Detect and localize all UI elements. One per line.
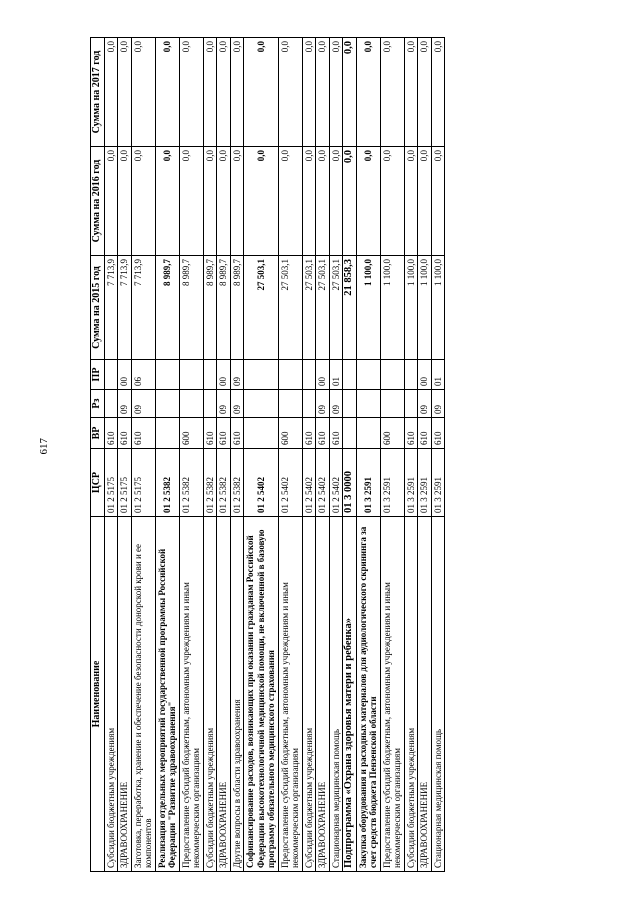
cell-sum-2016: 0,0 bbox=[356, 147, 380, 256]
cell-sum-2016: 0,0 bbox=[244, 147, 279, 256]
cell-sum-2017: 0,0 bbox=[380, 38, 404, 147]
cell-rz: 09 bbox=[418, 390, 432, 418]
cell-csr: 01 2 5175 bbox=[104, 449, 118, 517]
cell-sum-2016: 0,0 bbox=[431, 147, 445, 256]
cell-sum-2017: 0,0 bbox=[418, 38, 432, 147]
table-row bbox=[118, 38, 132, 872]
cell-sum-2015: 7 713,9 bbox=[118, 256, 132, 360]
cell-csr: 01 3 2591 bbox=[404, 449, 418, 517]
cell-sum-2017: 0,0 bbox=[316, 38, 330, 147]
cell-pr bbox=[179, 360, 203, 390]
cell-csr: 01 2 5402 bbox=[244, 449, 279, 517]
cell-vr: 610 bbox=[131, 418, 155, 449]
header-rz: Рз bbox=[91, 390, 105, 418]
cell-sum-2015: 21 858,3 bbox=[343, 256, 357, 360]
cell-csr: 01 2 5175 bbox=[131, 449, 155, 517]
cell-vr: 610 bbox=[230, 418, 244, 449]
cell-vr bbox=[356, 418, 380, 449]
table-row bbox=[380, 38, 404, 872]
cell-rz bbox=[179, 390, 203, 418]
cell-rz bbox=[380, 390, 404, 418]
cell-sum-2016: 0,0 bbox=[316, 147, 330, 256]
cell-vr bbox=[155, 418, 179, 449]
cell-sum-2016: 0,0 bbox=[418, 147, 432, 256]
cell-sum-2015: 8 989,7 bbox=[179, 256, 203, 360]
cell-sum-2015: 8 989,7 bbox=[217, 256, 231, 360]
cell-sum-2017: 0,0 bbox=[104, 38, 118, 147]
cell-sum-2015: 8 989,7 bbox=[230, 256, 244, 360]
cell-pr bbox=[155, 360, 179, 390]
cell-pr bbox=[302, 360, 316, 390]
cell-sum-2015: 1 100,0 bbox=[404, 256, 418, 360]
cell-vr: 610 bbox=[104, 418, 118, 449]
cell-sum-2017: 0,0 bbox=[356, 38, 380, 147]
cell-sum-2017: 0,0 bbox=[155, 38, 179, 147]
header-2017: Сумма на 2017 год bbox=[91, 38, 105, 147]
cell-vr: 600 bbox=[278, 418, 302, 449]
cell-pr bbox=[278, 360, 302, 390]
cell-sum-2016: 0,0 bbox=[203, 147, 217, 256]
table-row bbox=[131, 38, 155, 872]
cell-pr bbox=[356, 360, 380, 390]
cell-pr: 00 bbox=[316, 360, 330, 390]
cell-name: ЗДРАВООХРАНЕНИЕ bbox=[118, 517, 132, 872]
cell-pr: 01 bbox=[329, 360, 343, 390]
cell-vr: 610 bbox=[404, 418, 418, 449]
cell-csr: 01 3 0000 bbox=[343, 449, 357, 517]
cell-name: ЗДРАВООХРАНЕНИЕ bbox=[316, 517, 330, 872]
cell-pr bbox=[380, 360, 404, 390]
cell-csr: 01 2 5382 bbox=[155, 449, 179, 517]
table-row bbox=[343, 38, 357, 872]
cell-rz bbox=[404, 390, 418, 418]
cell-rz: 09 bbox=[118, 390, 132, 418]
rotated-table-container bbox=[90, 38, 564, 872]
cell-sum-2015: 27 503,1 bbox=[316, 256, 330, 360]
cell-pr: 00 bbox=[118, 360, 132, 390]
cell-pr bbox=[404, 360, 418, 390]
cell-sum-2016: 0,0 bbox=[329, 147, 343, 256]
cell-pr: 06 bbox=[131, 360, 155, 390]
cell-rz: 09 bbox=[316, 390, 330, 418]
cell-name: Субсидии бюджетным учреждениям bbox=[203, 517, 217, 872]
cell-csr: 01 2 5382 bbox=[179, 449, 203, 517]
header-pr: ПР bbox=[91, 360, 105, 390]
table-row bbox=[418, 38, 432, 872]
cell-name: Стационарная медицинская помощь bbox=[329, 517, 343, 872]
cell-pr bbox=[343, 360, 357, 390]
cell-name: Закупка оборудования и расходных материалов для аудиологического скрининга за счет средств бюджета Пензенской области bbox=[356, 517, 380, 872]
cell-sum-2015: 1 100,0 bbox=[356, 256, 380, 360]
cell-sum-2017: 0,0 bbox=[203, 38, 217, 147]
cell-sum-2015: 1 100,0 bbox=[380, 256, 404, 360]
cell-sum-2015: 1 100,0 bbox=[431, 256, 445, 360]
header-2015: Сумма на 2015 год bbox=[91, 256, 105, 360]
cell-name: Подпрограмма «Охрана здоровья матери и ребенка» bbox=[343, 517, 357, 872]
cell-name: Реализация отдельных мероприятий государственной программы Российской Федерации "Развитие здравоохранения" bbox=[155, 517, 179, 872]
cell-vr: 610 bbox=[329, 418, 343, 449]
cell-name: ЗДРАВООХРАНЕНИЕ bbox=[217, 517, 231, 872]
cell-sum-2015: 27 503,1 bbox=[244, 256, 279, 360]
cell-sum-2015: 27 503,1 bbox=[278, 256, 302, 360]
cell-csr: 01 3 2591 bbox=[418, 449, 432, 517]
cell-csr: 01 2 5175 bbox=[118, 449, 132, 517]
cell-sum-2017: 0,0 bbox=[244, 38, 279, 147]
cell-vr bbox=[244, 418, 279, 449]
cell-name: Предоставление субсидий бюджетным, автономным учреждениям и иным некоммерческим организациям bbox=[179, 517, 203, 872]
cell-rz: 09 bbox=[217, 390, 231, 418]
cell-pr: 00 bbox=[418, 360, 432, 390]
cell-rz bbox=[203, 390, 217, 418]
cell-sum-2015: 7 713,9 bbox=[104, 256, 118, 360]
table-row bbox=[404, 38, 418, 872]
cell-rz bbox=[244, 390, 279, 418]
table-row bbox=[431, 38, 445, 872]
cell-csr: 01 3 2591 bbox=[431, 449, 445, 517]
cell-name: Софинансирование расходов, возникающих при оказании гражданам Российской Федерации высокотехнологичной медицинской помощи, не включенной в базовую программу обязательного медицинского страхования bbox=[244, 517, 279, 872]
cell-pr bbox=[104, 360, 118, 390]
cell-sum-2016: 0,0 bbox=[118, 147, 132, 256]
cell-rz bbox=[104, 390, 118, 418]
cell-vr: 610 bbox=[418, 418, 432, 449]
cell-csr: 01 3 2591 bbox=[380, 449, 404, 517]
cell-name: Заготовка, переработка, хранение и обеспечение безопасности донорской крови и ее компонентов bbox=[131, 517, 155, 872]
table-body bbox=[104, 38, 445, 872]
cell-sum-2016: 0,0 bbox=[278, 147, 302, 256]
cell-name: Субсидии бюджетным учреждениям bbox=[302, 517, 316, 872]
cell-vr: 610 bbox=[118, 418, 132, 449]
cell-name: ЗДРАВООХРАНЕНИЕ bbox=[418, 517, 432, 872]
cell-rz bbox=[343, 390, 357, 418]
cell-sum-2017: 0,0 bbox=[118, 38, 132, 147]
cell-pr: 09 bbox=[230, 360, 244, 390]
cell-sum-2017: 0,0 bbox=[404, 38, 418, 147]
cell-pr: 01 bbox=[431, 360, 445, 390]
cell-sum-2017: 0,0 bbox=[329, 38, 343, 147]
cell-rz: 09 bbox=[131, 390, 155, 418]
table-header-row bbox=[91, 38, 105, 872]
cell-sum-2016: 0,0 bbox=[404, 147, 418, 256]
cell-sum-2016: 0,0 bbox=[179, 147, 203, 256]
cell-sum-2016: 0,0 bbox=[302, 147, 316, 256]
cell-sum-2017: 0,0 bbox=[230, 38, 244, 147]
cell-csr: 01 2 5402 bbox=[329, 449, 343, 517]
budget-table bbox=[90, 37, 445, 872]
cell-name: Стационарная медицинская помощь bbox=[431, 517, 445, 872]
cell-sum-2017: 0,0 bbox=[278, 38, 302, 147]
cell-sum-2016: 0,0 bbox=[230, 147, 244, 256]
table-row bbox=[179, 38, 203, 872]
table-row bbox=[329, 38, 343, 872]
cell-sum-2016: 0,0 bbox=[380, 147, 404, 256]
cell-pr: 00 bbox=[217, 360, 231, 390]
cell-rz bbox=[356, 390, 380, 418]
cell-sum-2016: 0,0 bbox=[131, 147, 155, 256]
cell-csr: 01 2 5402 bbox=[302, 449, 316, 517]
page-number: 617 bbox=[38, 438, 50, 455]
cell-name: Предоставление субсидий бюджетным, автономным учреждениям и иным некоммерческим организациям bbox=[380, 517, 404, 872]
cell-vr: 610 bbox=[431, 418, 445, 449]
table-row bbox=[244, 38, 279, 872]
cell-name: Субсидии бюджетным учреждениям bbox=[104, 517, 118, 872]
cell-vr: 600 bbox=[179, 418, 203, 449]
cell-csr: 01 2 5402 bbox=[278, 449, 302, 517]
cell-sum-2016: 0,0 bbox=[343, 147, 357, 256]
header-2016: Сумма на 2016 год bbox=[91, 147, 105, 256]
cell-sum-2015: 7 713,9 bbox=[131, 256, 155, 360]
cell-pr bbox=[203, 360, 217, 390]
header-name: Наименование bbox=[91, 517, 105, 872]
cell-csr: 01 2 5382 bbox=[203, 449, 217, 517]
cell-csr: 01 2 5402 bbox=[316, 449, 330, 517]
cell-rz: 09 bbox=[230, 390, 244, 418]
cell-rz bbox=[278, 390, 302, 418]
header-csr: ЦСР bbox=[91, 449, 105, 517]
cell-rz: 09 bbox=[329, 390, 343, 418]
cell-sum-2017: 0,0 bbox=[217, 38, 231, 147]
table-row bbox=[278, 38, 302, 872]
cell-sum-2015: 27 503,1 bbox=[329, 256, 343, 360]
cell-rz bbox=[155, 390, 179, 418]
cell-sum-2017: 0,0 bbox=[302, 38, 316, 147]
cell-name: Субсидии бюджетным учреждениям bbox=[404, 517, 418, 872]
table-row bbox=[316, 38, 330, 872]
cell-vr: 610 bbox=[302, 418, 316, 449]
cell-name: Предоставление субсидий бюджетным, автономным учреждениям и иным некоммерческим организациям bbox=[278, 517, 302, 872]
table-row bbox=[230, 38, 244, 872]
cell-rz: 09 bbox=[431, 390, 445, 418]
cell-pr bbox=[244, 360, 279, 390]
table-row bbox=[217, 38, 231, 872]
cell-vr: 610 bbox=[217, 418, 231, 449]
cell-sum-2017: 0,0 bbox=[131, 38, 155, 147]
table-row bbox=[302, 38, 316, 872]
table-row bbox=[203, 38, 217, 872]
cell-sum-2015: 1 100,0 bbox=[418, 256, 432, 360]
cell-sum-2015: 8 989,7 bbox=[203, 256, 217, 360]
cell-rz bbox=[302, 390, 316, 418]
table-row bbox=[356, 38, 380, 872]
cell-csr: 01 3 2591 bbox=[356, 449, 380, 517]
cell-csr: 01 2 5382 bbox=[230, 449, 244, 517]
cell-sum-2015: 27 503,1 bbox=[302, 256, 316, 360]
cell-sum-2017: 0,0 bbox=[179, 38, 203, 147]
cell-sum-2017: 0,0 bbox=[431, 38, 445, 147]
cell-sum-2016: 0,0 bbox=[217, 147, 231, 256]
cell-csr: 01 2 5382 bbox=[217, 449, 231, 517]
cell-vr: 600 bbox=[380, 418, 404, 449]
cell-name: Другие вопросы в области здравоохранения bbox=[230, 517, 244, 872]
cell-vr: 610 bbox=[316, 418, 330, 449]
cell-vr: 610 bbox=[203, 418, 217, 449]
cell-sum-2016: 0,0 bbox=[155, 147, 179, 256]
cell-sum-2015: 8 989,7 bbox=[155, 256, 179, 360]
header-vr: ВР bbox=[91, 418, 105, 449]
cell-vr bbox=[343, 418, 357, 449]
cell-sum-2017: 0,0 bbox=[343, 38, 357, 147]
cell-sum-2016: 0,0 bbox=[104, 147, 118, 256]
table-row bbox=[155, 38, 179, 872]
table-row bbox=[104, 38, 118, 872]
